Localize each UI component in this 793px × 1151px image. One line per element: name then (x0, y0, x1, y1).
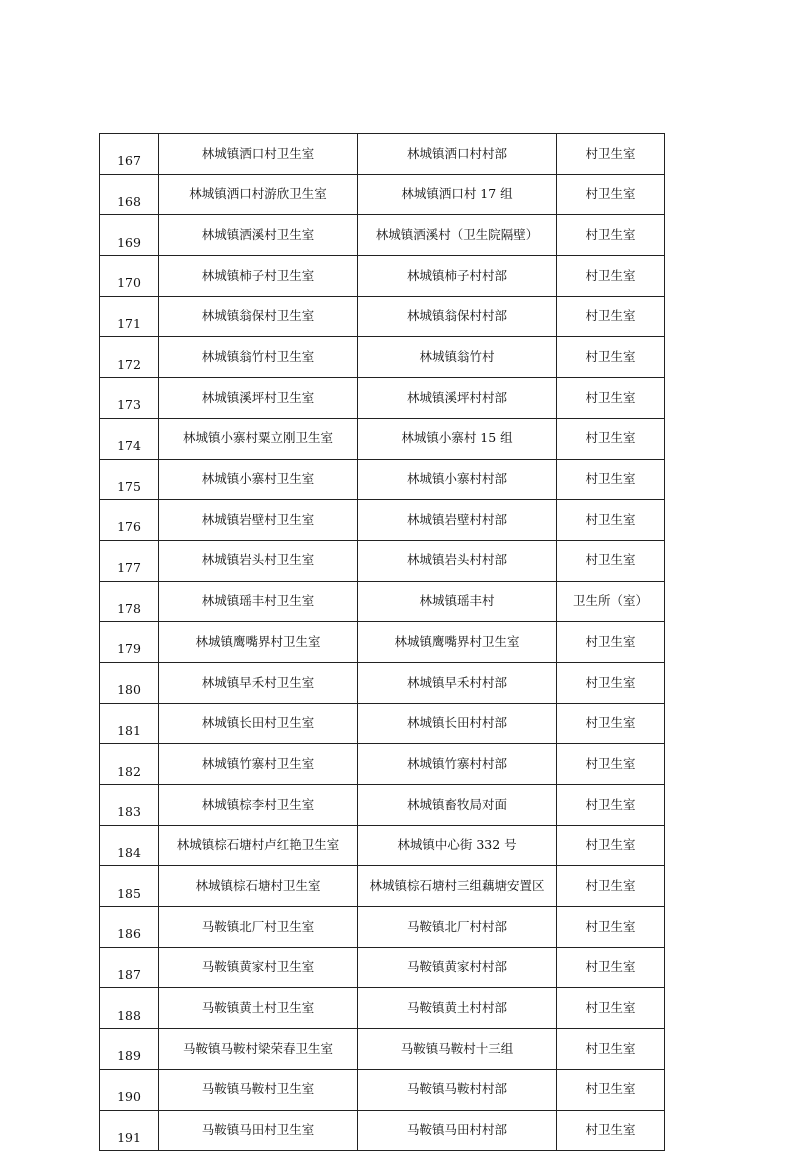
clinic-address-cell: 林城镇早禾村村部 (358, 662, 557, 703)
clinic-address-cell: 林城镇溪坪村村部 (358, 378, 557, 419)
clinic-name-cell: 马鞍镇黄土村卫生室 (159, 988, 358, 1029)
clinic-name-cell: 林城镇洒口村卫生室 (159, 134, 358, 175)
clinic-type-cell: 村卫生室 (557, 459, 665, 500)
row-number-cell: 188 (100, 988, 159, 1029)
clinic-type-cell: 村卫生室 (557, 174, 665, 215)
clinic-name-cell: 林城镇岩头村卫生室 (159, 540, 358, 581)
clinic-type-cell: 村卫生室 (557, 825, 665, 866)
clinic-name-cell: 林城镇棕石塘村卫生室 (159, 866, 358, 907)
table-row (100, 174, 665, 215)
table-row (100, 459, 665, 500)
clinic-name-cell: 林城镇翁竹村卫生室 (159, 337, 358, 378)
clinic-type-cell: 村卫生室 (557, 785, 665, 826)
row-number-cell: 170 (100, 256, 159, 297)
row-number-cell: 190 (100, 1069, 159, 1110)
clinic-address-cell: 林城镇长田村村部 (358, 703, 557, 744)
clinic-type-cell: 村卫生室 (557, 134, 665, 175)
clinic-name-cell: 林城镇岩壁村卫生室 (159, 500, 358, 541)
row-number-cell: 182 (100, 744, 159, 785)
clinic-type-cell: 村卫生室 (557, 418, 665, 459)
clinic-address-cell: 林城镇棕石塘村三组藕塘安置区 (358, 866, 557, 907)
table-row (100, 947, 665, 988)
table-row (100, 866, 665, 907)
row-number-cell: 176 (100, 500, 159, 541)
clinic-name-cell: 林城镇瑶丰村卫生室 (159, 581, 358, 622)
clinic-name-cell: 林城镇洒口村游欣卫生室 (159, 174, 358, 215)
clinic-type-cell: 村卫生室 (557, 744, 665, 785)
clinic-address-cell: 马鞍镇黄土村村部 (358, 988, 557, 1029)
row-number-cell: 177 (100, 540, 159, 581)
clinic-type-cell: 村卫生室 (557, 1110, 665, 1151)
clinic-name-cell: 马鞍镇马鞍村梁荣春卫生室 (159, 1029, 358, 1070)
clinic-address-cell: 林城镇中心街 332 号 (358, 825, 557, 866)
clinic-name-cell: 林城镇长田村卫生室 (159, 703, 358, 744)
table-row (100, 134, 665, 175)
clinic-type-cell: 村卫生室 (557, 703, 665, 744)
clinic-address-cell: 林城镇翁竹村 (358, 337, 557, 378)
clinic-address-cell: 马鞍镇北厂村村部 (358, 907, 557, 948)
clinic-name-cell: 林城镇翁保村卫生室 (159, 296, 358, 337)
clinic-address-cell: 林城镇翁保村村部 (358, 296, 557, 337)
clinic-name-cell: 马鞍镇马田村卫生室 (159, 1110, 358, 1151)
clinic-type-cell: 村卫生室 (557, 215, 665, 256)
clinic-type-cell: 村卫生室 (557, 1029, 665, 1070)
table-row (100, 1029, 665, 1070)
table-row (100, 337, 665, 378)
clinic-name-cell: 马鞍镇北厂村卫生室 (159, 907, 358, 948)
row-number-cell: 191 (100, 1110, 159, 1151)
clinic-type-cell: 村卫生室 (557, 662, 665, 703)
clinic-name-cell: 林城镇柿子村卫生室 (159, 256, 358, 297)
clinic-type-cell: 村卫生室 (557, 947, 665, 988)
clinic-type-cell: 村卫生室 (557, 296, 665, 337)
clinic-type-cell: 村卫生室 (557, 622, 665, 663)
clinic-address-cell: 林城镇洒口村 17 组 (358, 174, 557, 215)
clinic-type-cell: 村卫生室 (557, 540, 665, 581)
table-row (100, 662, 665, 703)
row-number-cell: 171 (100, 296, 159, 337)
row-number-cell: 169 (100, 215, 159, 256)
table-row (100, 418, 665, 459)
clinic-address-cell: 林城镇鹰嘴界村卫生室 (358, 622, 557, 663)
clinic-name-cell: 林城镇棕李村卫生室 (159, 785, 358, 826)
clinic-address-cell: 马鞍镇马鞍村十三组 (358, 1029, 557, 1070)
table-row (100, 256, 665, 297)
clinic-name-cell: 林城镇小寨村卫生室 (159, 459, 358, 500)
clinic-address-cell: 林城镇岩头村村部 (358, 540, 557, 581)
clinic-address-cell: 马鞍镇黄家村村部 (358, 947, 557, 988)
row-number-cell: 175 (100, 459, 159, 500)
table-row (100, 703, 665, 744)
clinic-address-cell: 林城镇畜牧局对面 (358, 785, 557, 826)
table-row (100, 1069, 665, 1110)
clinic-table-body (100, 134, 665, 1151)
row-number-cell: 172 (100, 337, 159, 378)
row-number-cell: 167 (100, 134, 159, 175)
clinic-type-cell: 村卫生室 (557, 378, 665, 419)
table-row (100, 825, 665, 866)
row-number-cell: 183 (100, 785, 159, 826)
row-number-cell: 184 (100, 825, 159, 866)
clinic-name-cell: 林城镇溪坪村卫生室 (159, 378, 358, 419)
clinic-type-cell: 村卫生室 (557, 1069, 665, 1110)
clinic-name-cell: 林城镇小寨村粟立刚卫生室 (159, 418, 358, 459)
row-number-cell: 180 (100, 662, 159, 703)
table-row (100, 1110, 665, 1151)
clinic-table (99, 133, 665, 1151)
clinic-name-cell: 林城镇竹寨村卫生室 (159, 744, 358, 785)
table-row (100, 540, 665, 581)
clinic-name-cell: 林城镇洒溪村卫生室 (159, 215, 358, 256)
row-number-cell: 179 (100, 622, 159, 663)
row-number-cell: 178 (100, 581, 159, 622)
table-row (100, 988, 665, 1029)
clinic-address-cell: 林城镇竹寨村村部 (358, 744, 557, 785)
row-number-cell: 189 (100, 1029, 159, 1070)
clinic-type-cell: 村卫生室 (557, 337, 665, 378)
row-number-cell: 174 (100, 418, 159, 459)
clinic-address-cell: 林城镇小寨村 15 组 (358, 418, 557, 459)
clinic-address-cell: 林城镇岩壁村村部 (358, 500, 557, 541)
clinic-address-cell: 马鞍镇马田村村部 (358, 1110, 557, 1151)
table-row (100, 785, 665, 826)
clinic-type-cell: 村卫生室 (557, 256, 665, 297)
row-number-cell: 186 (100, 907, 159, 948)
row-number-cell: 181 (100, 703, 159, 744)
table-row (100, 500, 665, 541)
row-number-cell: 168 (100, 174, 159, 215)
clinic-type-cell: 村卫生室 (557, 988, 665, 1029)
clinic-address-cell: 林城镇洒口村村部 (358, 134, 557, 175)
clinic-name-cell: 林城镇鹰嘴界村卫生室 (159, 622, 358, 663)
table-row (100, 907, 665, 948)
clinic-type-cell: 村卫生室 (557, 866, 665, 907)
clinic-address-cell: 林城镇洒溪村（卫生院隔壁） (358, 215, 557, 256)
clinic-name-cell: 林城镇棕石塘村卢红艳卫生室 (159, 825, 358, 866)
table-row (100, 744, 665, 785)
table-row (100, 215, 665, 256)
table-row (100, 622, 665, 663)
row-number-cell: 187 (100, 947, 159, 988)
clinic-name-cell: 林城镇早禾村卫生室 (159, 662, 358, 703)
row-number-cell: 185 (100, 866, 159, 907)
clinic-type-cell: 村卫生室 (557, 500, 665, 541)
table-row (100, 581, 665, 622)
clinic-address-cell: 马鞍镇马鞍村村部 (358, 1069, 557, 1110)
clinic-name-cell: 马鞍镇马鞍村卫生室 (159, 1069, 358, 1110)
table-row (100, 296, 665, 337)
clinic-address-cell: 林城镇柿子村村部 (358, 256, 557, 297)
clinic-address-cell: 林城镇小寨村村部 (358, 459, 557, 500)
clinic-address-cell: 林城镇瑶丰村 (358, 581, 557, 622)
row-number-cell: 173 (100, 378, 159, 419)
clinic-type-cell: 村卫生室 (557, 907, 665, 948)
clinic-type-cell: 卫生所（室） (557, 581, 665, 622)
table-row (100, 378, 665, 419)
clinic-name-cell: 马鞍镇黄家村卫生室 (159, 947, 358, 988)
